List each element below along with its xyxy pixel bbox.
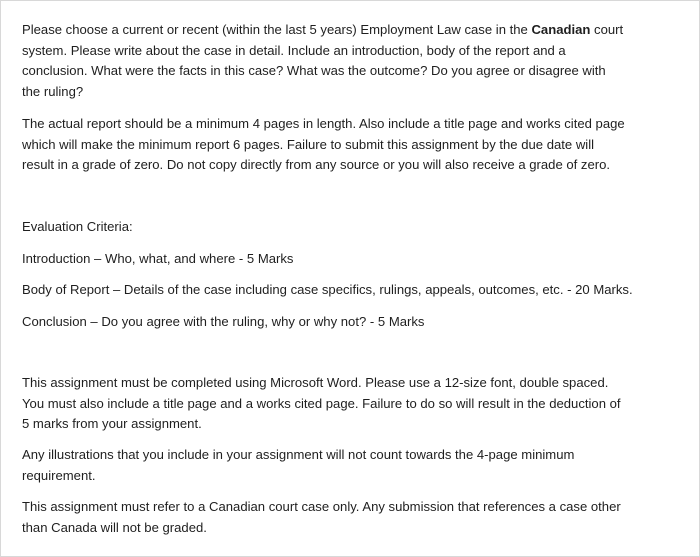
- intro-line-1: [22, 20, 687, 41]
- illustrations-line-2: requirement.: [22, 467, 96, 483]
- format-line-3: 5 marks from your assignment.: [22, 416, 202, 432]
- evaluation-heading: Evaluation Criteria:: [22, 219, 133, 234]
- format-paragraph: [22, 373, 687, 435]
- canadian-line-1: This assignment must refer to a Canadian court case only. Any submission that references a case other: [22, 499, 621, 514]
- canadian-emphasis: Canadian: [531, 22, 591, 37]
- criteria-body: Body of Report – Details of the case including case specifics, rulings, appeals, outcomes, etc. - 20 Marks.: [22, 282, 633, 297]
- format-line-2: You must also include a title page and a works cited page. Failure to do so will result in the deduction of: [22, 395, 621, 411]
- illustrations-paragraph: [22, 445, 687, 486]
- intro-line-1-start: Please choose a current or recent (within the last 5 years) Employment Law case in the: [22, 22, 532, 37]
- intro-paragraph: [22, 20, 687, 102]
- illustrations-line-1: Any illustrations that you include in your assignment will not count towards the 4-page minimum: [22, 447, 575, 462]
- report-line-3: result in a grade of zero. Do not copy directly from any source or you will also receive a grade of zero.: [22, 157, 611, 173]
- criteria-conclusion: Conclusion – Do you agree with the ruling, why or why not? - 5 Marks: [22, 314, 425, 329]
- format-line-1: This assignment must be completed using Microsoft Word. Please use a 12-size font, double spaced.: [22, 375, 609, 390]
- intro-line-3: conclusion. What were the facts in this case? What was the outcome? Do you agree or disagree with: [22, 63, 606, 79]
- intro-line-2: system. Please write about the case in detail. Include an introduction, body of the report and a: [22, 42, 566, 58]
- report-line-1: The actual report should be a minimum 4 pages in length. Also include a title page and works cited page: [22, 116, 625, 131]
- canadian-case-paragraph: [22, 497, 687, 538]
- report-line-2: which will make the minimum report 6 pages. Failure to submit this assignment by the due date will: [22, 136, 595, 152]
- report-length-paragraph: [22, 114, 687, 176]
- criteria-introduction: Introduction – Who, what, and where - 5 Marks: [22, 251, 294, 266]
- canadian-line-2: than Canada will not be graded.: [22, 519, 207, 535]
- intro-line-4: the ruling?: [22, 83, 84, 99]
- intro-line-1-end: court: [590, 22, 624, 37]
